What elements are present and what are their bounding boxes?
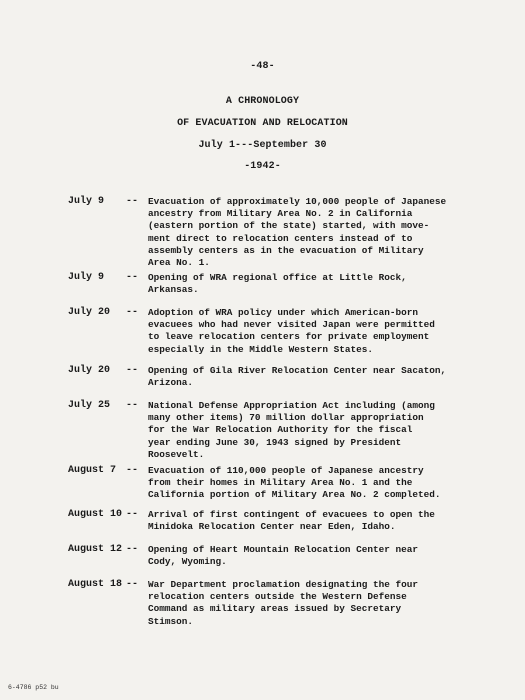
entry-dash: -- [126, 509, 139, 520]
entry-text-line: evacuees who had never visited Japan were permitted [148, 319, 435, 331]
entry-text-line: Roosevelt. [148, 448, 205, 460]
date-range: July 1---September 30 [198, 140, 327, 151]
entry-dash: -- [126, 307, 139, 318]
entry-text-line: for the War Relocation Authority for the fiscal [148, 424, 413, 436]
entry-date: July 9 [68, 272, 105, 283]
entry-dash: -- [126, 272, 139, 283]
entry-text-line: assembly centers as in the evacuation of Military [148, 244, 424, 256]
entry-text [148, 307, 448, 356]
entry-dash: -- [126, 544, 139, 555]
entry-text-line: especially in the Middle Western States. [148, 343, 374, 355]
entry-date: July 20 [68, 365, 111, 376]
entry-text-line: Opening of Heart Mountain Relocation Center near [148, 544, 419, 555]
entry-text [148, 400, 448, 461]
entry-text-line: ancestry from Military Area No. 2 in California [148, 208, 413, 220]
entry-dash: -- [126, 365, 139, 376]
entry-text [148, 365, 448, 389]
entry-text-line: relocation centers outside the Western Defense [148, 591, 407, 603]
entry-text-line: Adoption of WRA policy under which American-born [148, 307, 419, 318]
entry-text-line: Area No. 1. [148, 257, 210, 269]
entry-date: August 12 [68, 544, 123, 555]
entry-text-line: National Defense Appropriation Act including (among [148, 400, 435, 411]
entry-text-line: Arkansas. [148, 284, 199, 296]
entry-text-line: ment direct to relocation centers instead of to [148, 232, 413, 244]
entry-text-line: Opening of Gila River Relocation Center near Sacaton, [148, 365, 447, 376]
entry-text-line: Minidoka Relocation Center near Eden, Idaho. [148, 521, 396, 533]
entry-text-line: Evacuation of approximately 10,000 people of Japanese [148, 196, 447, 207]
entry-text-line: Arrival of first contingent of evacuees to open the [148, 509, 435, 520]
entry-text-line: Evacuation of 110,000 people of Japanese ancestry [148, 465, 424, 476]
entry-text [148, 465, 448, 502]
entry-date: July 20 [68, 307, 111, 318]
footer-code: 6-4786 p52 bu [8, 684, 59, 691]
entry-dash: -- [126, 196, 139, 207]
entry-text [148, 272, 448, 296]
entry-text-line: Stimson. [148, 615, 194, 627]
entry-date: August 18 [68, 579, 123, 590]
entry-text [148, 579, 448, 628]
page-number: -48- [250, 61, 275, 72]
entry-text-line: year ending June 30, 1943 signed by President [148, 436, 402, 448]
entry-dash: -- [126, 465, 139, 476]
entry-text [148, 196, 448, 269]
entry-text-line: Opening of WRA regional office at Little Rock, [148, 272, 407, 283]
entry-text [148, 544, 448, 568]
entry-text-line: Arizona. [148, 377, 194, 389]
entry-text-line: War Department proclamation designating the four [148, 579, 419, 590]
entry-date: August 10 [68, 509, 123, 520]
entry-text-line: Cody, Wyoming. [148, 556, 227, 568]
entry-text-line: Command as military areas issued by Secretary [148, 603, 402, 615]
entry-text-line: to leave relocation centers for private employment [148, 331, 430, 343]
entry-text-line: (eastern portion of the state) started, with move- [148, 220, 430, 232]
title-line-1: A CHRONOLOGY [225, 96, 300, 107]
entry-text-line: from their homes in Military Area No. 1 and the [148, 477, 413, 489]
title-line-2: OF EVACUATION AND RELOCATION [177, 118, 348, 129]
entry-dash: -- [126, 579, 139, 590]
entry-date: July 25 [68, 400, 111, 411]
entry-text [148, 509, 448, 533]
entry-date: July 9 [68, 196, 105, 207]
entry-text-line: California portion of Military Area No. 2 completed. [148, 489, 441, 501]
year-label: -1942- [244, 161, 281, 172]
entry-date: August 7 [68, 465, 117, 476]
entry-text-line: many other items) 70 million dollar appropriation [148, 412, 424, 424]
entry-dash: -- [126, 400, 139, 411]
